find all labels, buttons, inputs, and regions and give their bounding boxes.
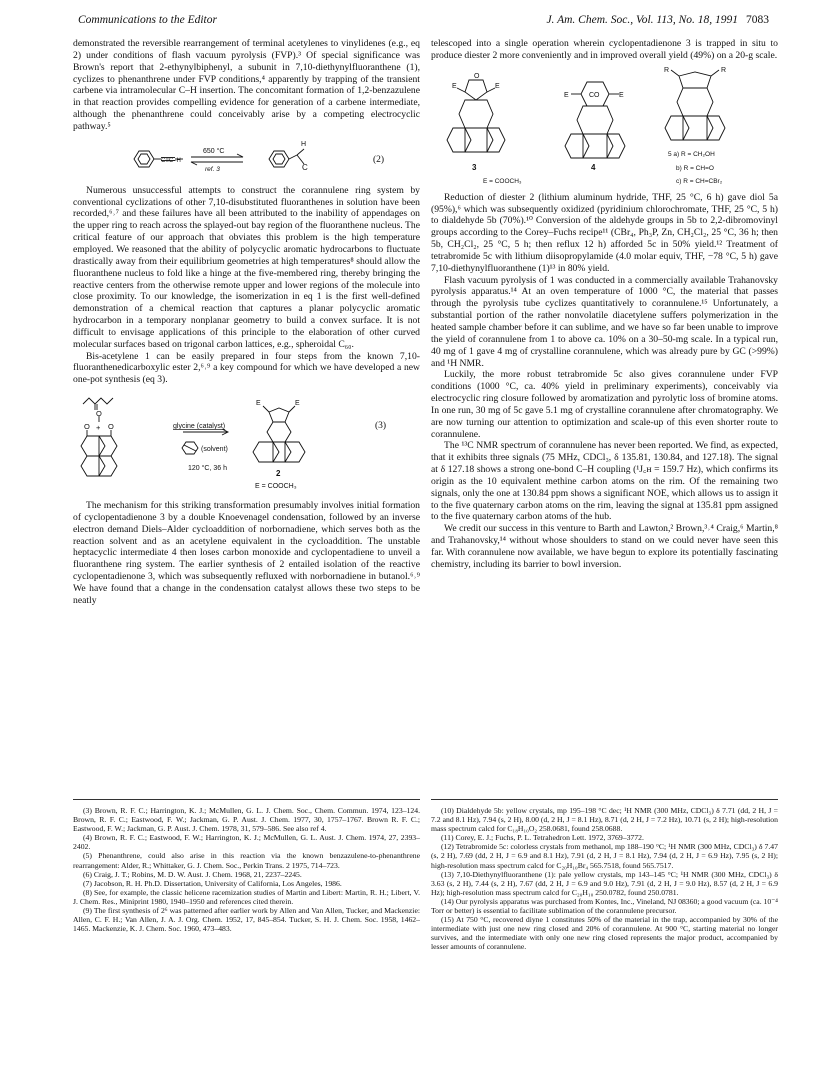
citation-text: J. Am. Chem. Soc., Vol. 113, No. 18, 1991 (546, 14, 738, 26)
svg-text:+: + (96, 423, 101, 433)
svg-text:E: E (256, 400, 261, 408)
eq2-h-label: H (301, 140, 307, 148)
reference: (12) Tetrabromide 5c: colorless crystals from methanol, mp 188–190 °C; ¹H NMR (300 MHz, CDCl₃) δ 7.47 (s, 2 H), 7.69 (dd, 2 H, J = 6.9 and 8.1 Hz), 7.91 (d, 2 H, J = 8.1 Hz), 7.94 (d, 2 H, J = 6.9 Hz), 7.95 (s, 2 H); high-resolution mass spectrum calcd for C₂₀H₁₀Br₄ 565.7518, found 565.7517. (431, 842, 778, 870)
compound-3-label: 3 (472, 162, 477, 172)
reference: (9) The first synthesis of 2⁶ was patterned after earlier work by Allen and Van Allen, Tucker, and Mackenzie: Allen, C. F. H.; Van Allen, J. A. J. Org. Chem. 1952, 17, 845–854. Tucker, S. H. J. Chem. Soc. 1958, 1462–1465. Mackenzie, K. J. Chem. Soc. 1960, 473–483. (73, 906, 420, 934)
substituent-e: E (452, 82, 457, 90)
paragraph: The ¹³C NMR spectrum of corannulene has never been reported. We find, as expected, that it exhibits three signals (75 MHz, CDCl₃, δ 135.81, 130.84, and 127.18). The signal at δ 127.18 shows a strong one-bond C–H coupling (¹J꜀ʜ = 159.7 Hz), which confirms its origin as the 10 equivalent methine carbon atoms on the rim. Of the remaining two signals, only the one at 130.84 ppm shows a significant NOE, which allows us to assign it to the five quaternary carbon atoms on the rim, leaving the signal at 135.81 ppm assigned to the five quaternary carbon atoms of the hub. (431, 440, 778, 523)
reference: (3) Brown, R. F. C.; Harrington, K. J.; McMullen, G. L. J. Chem. Soc., Chem. Commun. 1974, 123–124. Brown, R. F. C.; Eastwood, F. W.; Jackman, G. P. Aust. J. Chem. 1977, 30, 1757–1767. Brown R. F. C.; Eastwood, F. W.; Jackman, G. P. Aust. J. Chem. 1978, 31, 579–586. See also ref 4. (73, 806, 420, 834)
right-column (431, 38, 778, 571)
reference: (5) Phenanthrene, could also arise in this reaction via the known benzazulene-to-phenanthrene rearrangement: Alder, R.; Whittaker, G. J. Chem. Soc., Perkin Trans. 2 1975, 714–723. (73, 851, 420, 870)
svg-text:O: O (96, 409, 102, 419)
compound-4-label: 4 (591, 162, 596, 172)
substituent-e: E (619, 91, 624, 99)
svg-text:O: O (108, 422, 114, 432)
e-definition: E = COOCH₃ (483, 177, 522, 185)
equation-number: (3) (375, 421, 387, 432)
compound-5c-label: c) R = CH=CBr₂ (676, 177, 723, 185)
eq3-compound-number: 2 (276, 469, 281, 479)
paragraph: Luckily, the more robust tetrabromide 5c also gives corannulene under FVP conditions (1000 °C, ca. 40% yield in preliminary experiments), conceivably via electrocyclic ring closure followed by aromatization and pyrolytic loss of bromine atoms. In one run, 30 mg of 5c gave 5.1 mg of crystalline corannulene after chromatography. We are now turning our attention to optimization and scale-up of this even shorter route to corannulene. (431, 369, 778, 440)
left-column (73, 38, 420, 607)
substituent-r: R (721, 66, 727, 74)
journal-citation-header (546, 14, 769, 26)
paragraph: Numerous unsuccessful attempts to construct the corannulene ring system by conventional cyclizations of other 7,10-disubstituted fluoranthenes in solution have been recorded,⁶˒⁷ and these failures have all been attributed to the inability of appendages on the upper ring to reach across the splayed-out bay region of the fluoranthene nucleus. The critical feature of our approach that obviates this problem is the high temperature employed. We reasoned that the ability of polycyclic aromatic hydrocarbons to fluctuate drastically away from their equilibrium geometries at high temperatures⁸ should allow the fluoranthene nucleus to fold like a hinge at the five-membered ring, thereby bringing the reactive centers from the otherwise remote upper and lower regions of the molecule into close proximity. To our knowledge, the isomerization in eq 1 is the first well-defined demonstration of a chemical reaction that captures a planar polycyclic aromatic hydrocarbon in a temporary nonplanar geometry to build a convex surface. It is not difficult to envisage applications of this principle to the elaboration of other curved molecular surfaces based on trigonal carbon lattices, e.g., spheroidal C₆₀. (73, 184, 420, 350)
eq3-e-definition: E = COOCH₃ (255, 483, 297, 491)
svg-text:C: C (302, 162, 308, 172)
paragraph: demonstrated the reversible rearrangement of terminal acetylenes to vinylidenes (e.g., eq 2) under conditions of flash vacuum pyrolysis (FVP).³ Of special significance was Brown's report that 2-ethynylbiphenyl, a subunit in 7,10-diethynylfluoranthene (1), cyclizes to phenanthrene under FVP conditions,⁴ apparently by trapping of the transient carbene via intramolecular C–H insertion. The concomitant formation of 1,2-benzazulene in that reaction provides compelling evidence for generation of a carbene intermediate, although the phenanthrene could conceivably arise by a competing electrocyclic pathway.⁵ (73, 38, 420, 132)
equation-number: (2) (373, 154, 385, 165)
svg-text:E: E (295, 400, 300, 408)
references-right (431, 799, 778, 952)
reference: (8) See, for example, the classic helicene racemization studies of Martin and Libert: Martin, R. H.; Libert, V. J. Chem. Res., Miniprint 1980, 1940–1950 and references cited therein. (73, 887, 420, 906)
eq3-conditions: 120 °C, 36 h (188, 465, 227, 473)
paragraph: We credit our success in this venture to Barth and Lawton,² Brown,³˒⁴ Craig,⁶ Martin,⁸ and Trahanovsky,¹⁴ without whose shoulders to stand on we could never have seen this far. With corannulene now available, we have begun to explore its potentially fascinating chemistry, including its barrier to bowl inversion. (431, 523, 778, 570)
svg-text:O: O (84, 422, 90, 432)
structures-3-4-5 (431, 66, 778, 188)
equation-3-scheme (73, 390, 420, 496)
equation-3 (73, 390, 420, 496)
reference: (6) Craig, J. T.; Robins, M. D. W. Aust. J. Chem. 1968, 21, 2237–2245. (83, 869, 302, 879)
reference: (13) 7,10-Diethynylfluoranthene (1): pale yellow crystals, mp 143–145 °C; ¹H NMR (300 MHz, CDCl₃) δ 3.63 (s, 2 H), 7.44 (s, 2 H), 7.67 (dd, 2 H, J = 6.9 and 9.0 Hz), 7.91 (d, 2 H, J = 9.0 Hz), 8.57 (d, 2 H, J = 6.9 Hz); high-resolution mass spectrum calcd for C₂₀H₁₀ 250.0782, found 250.0781. (431, 869, 778, 897)
paragraph: telescoped into a single operation wherein cyclopentadienone 3 is trapped in situ to produce diester 2 more conveniently and in improved overall yield (49%) on a 20-g scale. (431, 38, 778, 61)
eq3-catalyst: glycine (catalyst) (173, 423, 226, 431)
carbonyl-bridge-label: CO (589, 91, 600, 99)
compound-5b-label: b) R = CH=O (676, 164, 714, 172)
structures-figure (431, 66, 778, 188)
substituent-e: E (564, 91, 569, 99)
substituent-r: R (664, 66, 670, 74)
eq2-temperature: 650 °C (203, 147, 225, 155)
reference: (15) At 750 °C, recovered diyne 1 constitutes 50% of the material in the trap, accompanied by 30% of the intermediate with just one new ring closed and 20% of corannulene. At 900 °C, starting material no longer survives, and the intermediate with only one new ring closed represents the major product, accompanied by lesser amounts of corannulene. (431, 915, 778, 952)
reference: (7) Jacobson, R. H. Ph.D. Dissertation, University of California, Los Angeles, 1986. (83, 878, 342, 888)
paragraph: Flash vacuum pyrolysis of 1 was conducted in a commercially available Trahanovsky pyrolysis apparatus.¹⁴ At an oven temperature of 1000 °C, the material that passes through the pyrolysis tube cyclizes quantitatively to corannulene.¹⁵ Unfortunately, a substantial portion of the rather nonvolatile diacetylene suffers polymerization in the heated sample chamber before it can sublime, and we have so far been unable to improve the yield of corannulene from 1 to above ca. 10% on a 30–50-mg scale. In a typical run, 40 mg of 1 gave 4 mg of crystalline corannulene, which was already pure by GC (>99%) and ¹H NMR. (431, 274, 778, 369)
equation-2-scheme (73, 137, 420, 181)
substituent-e: E (495, 82, 500, 90)
compound-5a-label: 5 a) R = CH₂OH (668, 150, 715, 158)
eq2-ref: ref. 3 (205, 165, 220, 173)
reference: (14) Our pyrolysis apparatus was purchased from Kontes, Inc., Vineland, NJ 08360; a good vacuum (ca. 10⁻⁴ Torr or better) is essential to facilitate sublimation of the corannulene precursor. (431, 896, 778, 916)
journal-section-header: Communications to the Editor (78, 14, 217, 26)
page-number: 7083 (746, 14, 769, 26)
paragraph: Reduction of diester 2 (lithium aluminum hydride, THF, 25 °C, 6 h) gave diol 5a (95%),⁶ which was subsequently oxidized (pyridinium chlorochromate, THF, 25 °C, 5 h) to dialdehyde 5b (70%).¹⁰ Conversion of the aldehyde groups in 5b to 2,2-dibromovinyl groups according to the Corey–Fuchs recipe¹¹ (CBr₄, Ph₃P, Zn, CH₂Cl₂, 25 °C, 36 h; then 5b, CH₂Cl₂, 25 °C, 5 h; then reflux 12 h) afforded 5c in 50% yield.¹² Treatment of tetrabromide 5c with lithium diisopropylamide (4.0 molar equiv, THF, −78 °C, 5 h) gave 7,10-diethynylfluoranthene (1)¹³ in 80% yield. (431, 191, 778, 274)
equation-2 (73, 137, 420, 181)
svg-text:C≡C–H: C≡C–H (161, 157, 181, 164)
reference: (10) Dialdehyde 5b: yellow crystals, mp 195–198 °C dec; ¹H NMR (300 MHz, CDCl₃) δ 7.71 (dd, 2 H, J = 7.2 and 8.1 Hz), 7.94 (s, 2 H), 8.00 (d, 2 H, J = 8.1 Hz), 8.71 (d, 2 H, J = 7.2 Hz), 10.71 (s, 2 H); high-resolution mass spectrum calcd for C₁₈H₁₀O₂ 258.0681, found 258.0688. (431, 806, 778, 834)
reference: (11) Corey, E. J.; Fuchs, P. L. Tetrahedron Lett. 1972, 3769–3772. (441, 833, 644, 843)
paragraph: The mechanism for this striking transformation presumably involves initial formation of cyclopentadienone 3 by a double Knoevenagel condensation, followed by an inverse electron demand Diels–Alder cycloaddition of norbornadiene, which serves both as the reaction solvent and as an acetylene equivalent in the cycloaddition. The unstable heptacyclic intermediate 4 then loses carbon monoxide and cyclopentadiene to unveil a fluoranthene ring system. The earlier synthesis of 2 entailed isolation of the reactive cyclopentadienone 3, which was subsequently refluxed with norbornadiene in butanol.⁶˒⁹ We have found that a change in the condensation catalyst allows these two steps to be neatly (73, 500, 420, 606)
references-left (73, 799, 420, 933)
reference: (4) Brown, R. F. C.; Eastwood, F. W.; Harrington, K. J.; McMullen, G. L. Aust. J. Chem. 1974, 27, 2393–2402. (73, 833, 420, 852)
svg-text:O: O (474, 72, 480, 80)
paragraph: Bis-acetylene 1 can be easily prepared in four steps from the known 7,10-fluoranthenedicarboxylic ester 2,⁶˒⁹ a key compound for which we have developed a new one-pot synthesis (eq 3). (73, 350, 420, 386)
eq3-solvent: (solvent) (201, 446, 228, 454)
